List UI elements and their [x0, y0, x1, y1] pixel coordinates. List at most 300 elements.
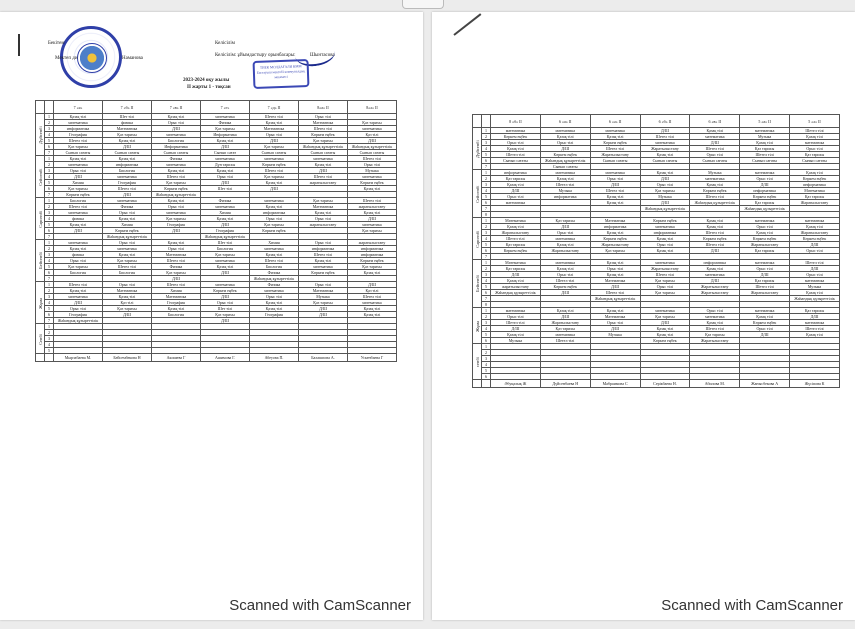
class-header: 6 «ә» ІІ [590, 115, 640, 128]
lesson-cell: Шетел тілі [299, 174, 348, 180]
lesson-cell: Көркем еңбек [740, 236, 790, 242]
lesson-cell: Д/Ш [540, 146, 590, 152]
lesson-cell: Қазақ тілі [348, 210, 397, 216]
lesson-cell: Қаз тарихы [740, 278, 790, 284]
teacher-name: Мырзабаева М. [54, 354, 103, 362]
lesson-cell: Қаз тарихы [54, 186, 103, 192]
lesson-number: 4 [482, 146, 491, 152]
lesson-number: 5 [45, 222, 54, 228]
lesson-cell: Биология [54, 198, 103, 204]
lesson-cell: Қазақ тілі [250, 204, 299, 210]
lesson-number: 7 [482, 254, 491, 260]
lesson-number: 3 [482, 140, 491, 146]
lesson-cell: Орыс тілі [491, 314, 541, 320]
lesson-number: 5 [482, 152, 491, 158]
lesson-number: 5 [482, 242, 491, 248]
lesson-cell: Қаз тарихы [54, 264, 103, 270]
lesson-cell: Д/Ш [201, 270, 250, 276]
lesson-cell: Шетел тілі [690, 230, 740, 236]
lesson-cell: Орыс тілі [54, 258, 103, 264]
lesson-cell: математика [348, 126, 397, 132]
lesson-cell: Орыс тілі [540, 230, 590, 236]
lesson-cell: Шетел тілі [590, 290, 640, 296]
lesson-cell: Шетел тілі [54, 204, 103, 210]
lesson-cell: математика [54, 240, 103, 246]
lesson-cell: Д/Ш [54, 300, 103, 306]
lesson-cell: Қаз тілі [103, 300, 152, 306]
lesson-cell: Қаз тарихы [299, 138, 348, 144]
lesson-cell: Физика [152, 264, 201, 270]
lesson-number: 4 [45, 174, 54, 180]
lesson-cell: Орыс тілі [491, 194, 541, 200]
lesson-cell: Д/Ш [201, 318, 250, 324]
lesson-cell: математика [201, 258, 250, 264]
lesson-cell: Қазақ тілі [103, 294, 152, 300]
header-corner [36, 101, 45, 114]
teacher-name: Ашимова Г. [201, 354, 250, 362]
lesson-cell: География [103, 180, 152, 186]
lesson-cell: Биология [54, 270, 103, 276]
lesson-cell: Д/Ш [640, 176, 690, 182]
day-label: Бейсенбі [36, 240, 45, 282]
lesson-cell: Қазақ тілі [348, 312, 397, 318]
lesson-cell: Физика [250, 270, 299, 276]
lesson-number: 2 [45, 330, 54, 336]
lesson-cell: математика [250, 288, 299, 294]
day-label: Дүйсенбі [36, 114, 45, 156]
lesson-number: 5 [45, 138, 54, 144]
lesson-cell: Сынып сағаты [640, 158, 690, 164]
lesson-cell: Д/Ш [790, 266, 840, 272]
lesson-cell: Көркем еңбек [740, 194, 790, 200]
lesson-cell: Орыс тілі [790, 248, 840, 254]
lesson-cell: Орыс тілі [152, 204, 201, 210]
lesson-cell: Д/Ш [103, 144, 152, 150]
lesson-cell: математика [250, 246, 299, 252]
lesson-number: 4 [482, 278, 491, 284]
lesson-cell: География [152, 300, 201, 306]
header-corner [473, 115, 482, 128]
lesson-cell: информатика [640, 230, 690, 236]
lesson-cell: математика [740, 218, 790, 224]
day-label: Сейсенбі [473, 170, 482, 218]
lesson-cell: Сынып сағаты [740, 158, 790, 164]
lesson-cell: Жаһандық құзыреттілік [590, 296, 640, 302]
lesson-cell: Жаратылыстану [790, 230, 840, 236]
class-header-row [473, 115, 840, 128]
lesson-cell: информатика [348, 252, 397, 258]
day-label: Сәрсенбі [473, 218, 482, 260]
lesson-cell: Шетел тілі [299, 252, 348, 258]
lesson-cell: Д/Ш [299, 168, 348, 174]
lesson-cell: Қазақ тілі [740, 230, 790, 236]
lesson-cell: Д/Ш [540, 224, 590, 230]
lesson-cell: Орыс тілі [152, 246, 201, 252]
lesson-cell: Қаз тарихы [640, 278, 690, 284]
lesson-cell: Математика [152, 252, 201, 258]
blank-cell [36, 354, 45, 362]
lesson-number: 3 [45, 210, 54, 216]
lesson-number: 3 [45, 294, 54, 300]
lesson-cell: математика [348, 174, 397, 180]
lesson-cell: физика [103, 120, 152, 126]
lesson-cell: Қазақ тілі [201, 216, 250, 222]
lesson-cell: математика [348, 222, 397, 228]
lesson-cell: Д/Ш [103, 192, 152, 198]
lesson-cell: математика [790, 278, 840, 284]
lesson-number: 1 [45, 114, 54, 120]
lesson-cell: Орыс тілі [590, 266, 640, 272]
lesson-cell: Д/Ш [640, 128, 690, 134]
lesson-cell: Д/Ш [201, 222, 250, 228]
lesson-cell: Көркем еңбек [348, 180, 397, 186]
teacher-name: Абилова М. [690, 380, 740, 388]
lesson-cell: Қазақ тілі [152, 240, 201, 246]
lesson-cell: Шетел тілі [540, 182, 590, 188]
blank-cell [482, 380, 491, 388]
lesson-cell: Биология [250, 264, 299, 270]
lesson-cell: Қаз тарихы [201, 252, 250, 258]
lesson-cell: Шетел тілі [790, 326, 840, 332]
lesson-cell: Қазақ тілі [250, 306, 299, 312]
lesson-cell: математика [54, 120, 103, 126]
lesson-cell: математика [540, 332, 590, 338]
lesson-cell: Жаһандық құзыреттілік [790, 296, 840, 302]
class-header: 8 «б» ІІ [491, 115, 541, 128]
lesson-cell: Д/Ш [740, 182, 790, 188]
lesson-cell: математика [640, 140, 690, 146]
lesson-cell: Қазақ тілі [54, 246, 103, 252]
lesson-cell: География [54, 312, 103, 318]
lesson-cell: Д/Ш [201, 144, 250, 150]
lesson-cell: Шет тілі [201, 240, 250, 246]
lesson-number: 7 [45, 234, 54, 240]
lesson-number: 4 [45, 216, 54, 222]
lesson-cell: Химия [250, 240, 299, 246]
lesson-number: 7 [45, 276, 54, 282]
lesson-cell: Д/Ш [491, 326, 541, 332]
lesson-number: 4 [45, 300, 54, 306]
lesson-cell: Қазақ тілі [152, 306, 201, 312]
lesson-cell: Орыс тілі [540, 272, 590, 278]
lesson-cell: математика [690, 272, 740, 278]
lesson-cell: Орыс тілі [250, 216, 299, 222]
lesson-cell: Орыс тілі [348, 162, 397, 168]
lesson-cell: Д/Ш [690, 140, 740, 146]
lesson-number: 1 [45, 156, 54, 162]
lesson-cell: Қаз тарихы [540, 218, 590, 224]
lesson-number: 1 [482, 128, 491, 134]
lesson-number: 3 [482, 182, 491, 188]
lesson-cell: Д/Ш [348, 282, 397, 288]
class-header-row [36, 101, 397, 114]
lesson-cell: Қазақ тілі [103, 252, 152, 258]
lesson-number: 6 [482, 338, 491, 344]
lesson-cell: Жаратылыстану [491, 230, 541, 236]
lesson-cell: Д/Ш [690, 248, 740, 254]
lesson-cell: математика [348, 300, 397, 306]
scanner-watermark: Scanned with CamScanner [661, 597, 843, 614]
lesson-cell: информатика [103, 162, 152, 168]
lesson-cell: Жаһандық құзыреттілік [54, 318, 103, 324]
lesson-cell: Көркем еңбек [152, 186, 201, 192]
lesson-cell: Шетел тілі [491, 152, 541, 158]
lesson-cell: Шетел тілі [152, 282, 201, 288]
lesson-cell: математика [790, 140, 840, 146]
lesson-cell: Көркем еңбек [250, 162, 299, 168]
lesson-cell: Музыка [540, 188, 590, 194]
day-label: сенбі [473, 344, 482, 380]
day-label: Сейсенбі [36, 156, 45, 198]
lesson-cell: Д/Ш [540, 290, 590, 296]
lesson-cell: Физика [103, 204, 152, 210]
lesson-cell: Д/Ш [152, 276, 201, 282]
lesson-cell: Шетел тілі [740, 284, 790, 290]
lesson-cell: География [152, 222, 201, 228]
lesson-cell: Математика [299, 288, 348, 294]
lesson-cell: Музыка [640, 194, 690, 200]
class-header: 5 «ә» ІІ [790, 115, 840, 128]
lesson-number: 6 [45, 270, 54, 276]
lesson-cell: Жаратылыстану [540, 320, 590, 326]
schedule-table-left [35, 100, 397, 362]
scanner-watermark: Scanned with CamScanner [229, 597, 411, 614]
lesson-cell: Д/Ш [790, 314, 840, 320]
teacher-name: Дүйсенбаева Н [540, 380, 590, 388]
lesson-cell: Орыс тілі [54, 168, 103, 174]
lesson-cell: Қаз тарихы [299, 198, 348, 204]
teacher-name: Әбуқалық Ж [491, 380, 541, 388]
lesson-number: 6 [45, 312, 54, 318]
scanned-page-left [0, 12, 423, 620]
lesson-cell: Орыс тілі [740, 266, 790, 272]
lesson-cell: жаратылыстану [348, 240, 397, 246]
lesson-cell: информатика [690, 260, 740, 266]
lesson-cell: Көркем еңбек [740, 320, 790, 326]
lesson-cell: География [201, 228, 250, 234]
lesson-number: 6 [482, 374, 491, 380]
class-header: 7 «г» [201, 101, 250, 114]
lesson-cell: Жаһандық құзыреттілік [640, 206, 690, 212]
lesson-cell: Математика [790, 188, 840, 194]
lesson-cell: Жаһандық құзыреттілік [540, 158, 590, 164]
lesson-cell: Қаз тарихы [348, 120, 397, 126]
lesson-cell: Жаһандық құзыреттілік [299, 144, 348, 150]
lesson-cell: Математика [299, 120, 348, 126]
lesson-number: 6 [482, 200, 491, 206]
lesson-cell: Математика [250, 126, 299, 132]
lesson-cell: Д/Ш [152, 228, 201, 234]
teacher-name: Акишева Г [152, 354, 201, 362]
lesson-cell: Шетел тілі [690, 194, 740, 200]
lesson-cell: Шетел тілі [250, 258, 299, 264]
blank-cell [473, 380, 482, 388]
lesson-cell: Қазақ тілі [540, 308, 590, 314]
day-label: Жұма [473, 308, 482, 344]
lesson-cell: Орыс тілі [790, 146, 840, 152]
lesson-cell: Шет тілі [201, 186, 250, 192]
lesson-number: 1 [482, 260, 491, 266]
lesson-cell: Көркем еңбек [790, 176, 840, 182]
lesson-cell: Қазақ тілі [540, 134, 590, 140]
lesson-cell: Қазақ тілі [540, 242, 590, 248]
day-label: Сәрсенбі [36, 198, 45, 240]
lesson-number: 3 [45, 126, 54, 132]
lesson-cell: Қазақ тілі [640, 326, 690, 332]
lesson-cell: математика [54, 162, 103, 168]
lesson-cell: Д/Ш [740, 332, 790, 338]
lesson-cell: Қазақ тілі [250, 120, 299, 126]
lesson-cell: Қазақ тілі [690, 128, 740, 134]
lesson-cell: Шетел тілі [790, 260, 840, 266]
lesson-cell: Физика [152, 156, 201, 162]
lesson-cell: информатика [790, 182, 840, 188]
lesson-cell: математика [201, 114, 250, 120]
lesson-cell: Шетел тілі [152, 174, 201, 180]
lesson-number: 2 [482, 314, 491, 320]
lesson-cell: Д/Ш [590, 326, 640, 332]
lesson-cell: Орыс тілі [103, 210, 152, 216]
lesson-cell: математика [201, 204, 250, 210]
lesson-cell: Д/Ш [299, 312, 348, 318]
lesson-cell: математика [201, 156, 250, 162]
lesson-cell: математика [201, 282, 250, 288]
lesson-cell: информатика [590, 224, 640, 230]
lesson-cell: Көркем еңбек [299, 132, 348, 138]
lesson-cell: Қаз тарихы [790, 152, 840, 158]
lesson-number: 3 [482, 356, 491, 362]
lesson-number: 6 [45, 144, 54, 150]
lesson-cell: Орыс тілі [250, 294, 299, 300]
lesson-cell: математика [103, 246, 152, 252]
lesson-number: 3 [482, 272, 491, 278]
lesson-cell: Жаратылыстану [690, 284, 740, 290]
lesson-number: 1 [482, 344, 491, 350]
lesson-cell: Қаз тарихы [201, 126, 250, 132]
lesson-cell: математика [54, 210, 103, 216]
lesson-cell: математика [540, 170, 590, 176]
lesson-cell: Қазақ тілі [540, 266, 590, 272]
lesson-cell: Қазақ тілі [54, 156, 103, 162]
lesson-cell: Орыс тілі [640, 182, 690, 188]
lesson-cell: Жаратылыстану [640, 146, 690, 152]
lesson-cell: Д/Ш [54, 174, 103, 180]
lesson-number: 6 [45, 228, 54, 234]
lesson-cell: информатика [250, 210, 299, 216]
lesson-cell: Д/Ш [640, 200, 690, 206]
lesson-cell: Орыс тілі [790, 272, 840, 278]
lesson-cell: Орыс тілі [640, 284, 690, 290]
lesson-cell: Сынып сағаты [152, 150, 201, 156]
lesson-cell: Көркем еңбек [103, 228, 152, 234]
lesson-cell: Қазақ тілі [348, 186, 397, 192]
lesson-cell: Қазақ тілі [152, 114, 201, 120]
lesson-cell: Қазақ тілі [491, 224, 541, 230]
lesson-cell: Сынып сағаты [250, 150, 299, 156]
lesson-cell: Физика [201, 120, 250, 126]
lesson-cell: Қазақ тілі [152, 198, 201, 204]
lesson-cell: Көркем еңбек [250, 228, 299, 234]
lesson-cell: физика [54, 216, 103, 222]
lesson-cell: География [54, 132, 103, 138]
day-label: Дүйсенбі [473, 128, 482, 170]
lesson-cell: Сынып сағаты [299, 150, 348, 156]
lesson-cell: География [250, 312, 299, 318]
lesson-number: 5 [482, 194, 491, 200]
lesson-cell: Шетел тілі [590, 188, 640, 194]
lesson-cell: Шетел тілі [690, 146, 740, 152]
lesson-cell: Биология [152, 138, 201, 144]
lesson-cell: Д/Ш [590, 182, 640, 188]
lesson-cell: Сынып сағаты [348, 150, 397, 156]
lesson-number: 4 [482, 326, 491, 332]
lesson-cell: Шетел тілі [348, 198, 397, 204]
lesson-cell: Қаз тарихы [790, 194, 840, 200]
class-header: 8«ә» ІІ [348, 101, 397, 114]
page-indicator[interactable] [402, 0, 444, 9]
lesson-number: 3 [45, 252, 54, 258]
lesson-cell: Қазақ тілі [250, 180, 299, 186]
lesson-cell: Орыс тілі [201, 174, 250, 180]
lesson-number: 5 [45, 306, 54, 312]
lesson-cell: математика [152, 210, 201, 216]
lesson-cell: Орыс тілі [299, 114, 348, 120]
teacher-name: Балашпова А. [299, 354, 348, 362]
lesson-cell: Орыс тілі [590, 176, 640, 182]
lesson-cell: математика [540, 236, 590, 242]
lesson-cell: Сынып сағаты [103, 150, 152, 156]
lesson-cell: Қазақ тілі [690, 224, 740, 230]
lesson-cell: Орыс тілі [740, 176, 790, 182]
lesson-cell: Орыс тілі [250, 132, 299, 138]
scanned-page-right [432, 12, 855, 620]
lesson-cell: Қазақ тілі [790, 170, 840, 176]
lesson-cell: Д/Ш [103, 312, 152, 318]
lesson-cell: Сынып сағаты [590, 158, 640, 164]
lesson-cell: Орыс тілі [491, 140, 541, 146]
lesson-cell: Қазақ тілі [640, 152, 690, 158]
lesson-number: 1 [482, 308, 491, 314]
lesson-number: 4 [482, 362, 491, 368]
lesson-cell: Биология [201, 246, 250, 252]
lesson-cell: Д/Ш [640, 320, 690, 326]
lesson-number: 5 [45, 264, 54, 270]
lesson-cell: Қаз тарихы [348, 228, 397, 234]
day-label: Бейсенбі [473, 260, 482, 308]
lesson-cell: Д/Ш [201, 180, 250, 186]
lesson-number: 3 [45, 168, 54, 174]
rectangular-stamp: ТИЕК МОЛДАҒАЛИ КММ Бастауыш мектебі коммуналдық мекемесі [253, 59, 310, 89]
lesson-cell: Көркем еңбек [640, 338, 690, 344]
lesson-cell: Көркем еңбек [690, 236, 740, 242]
lesson-cell: Д/Ш [201, 294, 250, 300]
lesson-cell: Шетел тілі [348, 156, 397, 162]
lesson-cell: математика [491, 128, 541, 134]
lesson-cell: Дүн тарихы [201, 162, 250, 168]
lesson-cell: Қаз тарихы [690, 332, 740, 338]
lesson-cell: Орыс тілі [740, 224, 790, 230]
lesson-cell: Музыка [740, 134, 790, 140]
lesson-cell: Шетел тілі [152, 258, 201, 264]
lesson-cell: Қаз тарихы [491, 176, 541, 182]
lesson-cell: Шетел тілі [540, 338, 590, 344]
lesson-cell: математика [740, 128, 790, 134]
lesson-cell: Қазақ тілі [299, 210, 348, 216]
lesson-cell: Қаз тарихы [201, 312, 250, 318]
lesson-cell: Музыка [590, 332, 640, 338]
class-header: 7 «ә» [54, 101, 103, 114]
lesson-cell: Қаз тарихы [250, 174, 299, 180]
